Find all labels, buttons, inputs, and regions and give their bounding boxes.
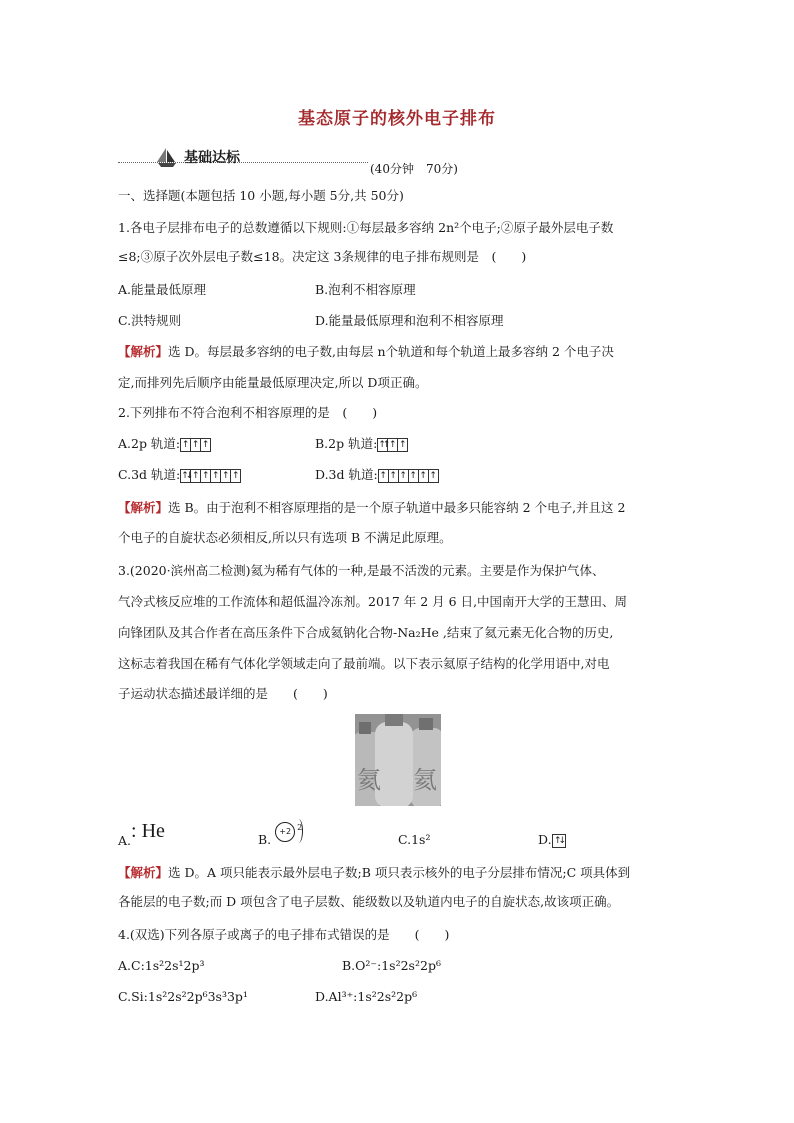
q1-option-a: A.能量最低原理 xyxy=(118,282,207,297)
q3-option-c: C.1s² xyxy=(398,832,431,847)
section-header xyxy=(118,146,678,176)
helium-cylinders-photo xyxy=(355,714,441,806)
page-title: 基态原子的核外电子排布 xyxy=(298,109,496,129)
q4-option-a: A.C:1s²2s¹2p³ xyxy=(118,958,205,973)
q4-option-d: D.Al³⁺:1s²2s²2p⁶ xyxy=(315,989,418,1004)
q3-stem-line4: 这标志着我国在稀有气体化学领域走向了最前端。以下表示氦原子结构的化学用语中,对电 xyxy=(118,656,610,671)
q2-analysis-line2: 个电子的自旋状态必须相反,所以只有选项 B 不满足此原理。 xyxy=(118,530,452,545)
orbital-box-b: ↑↑ ↑ ↑ xyxy=(378,439,407,450)
svg-text:氦: 氦 xyxy=(413,766,437,794)
q3-stem-line1: 3.(2020·滨州高二检测)氦为稀有气体的一种,是最不活泼的元素。主要是作为保护气体、 xyxy=(118,563,605,578)
part-heading: 一、选择题(本题包括 10 小题,每小题 5分,共 50分) xyxy=(118,188,404,203)
q4-option-b: B.O²⁻:1s²2s²2p⁶ xyxy=(342,958,441,973)
q1-analysis-line1: 【解析】选 D。每层最多容纳的电子数,由每层 n个轨道和每个轨道上最多容纳 2 个电子决 xyxy=(118,344,614,359)
q3-analysis-line1: 【解析】选 D。A 项只能表示最外层电子数;B 项只表示核外的电子分层排布情况;C 项具体到 xyxy=(118,865,631,880)
q3-stem-line5: 子运动状态描述最详细的是 ( ) xyxy=(118,686,328,701)
section-label: 基础达标 xyxy=(184,150,240,166)
q3-stem-line2: 气冷式核反应堆的工作流体和超低温冷冻剂。2017 年 2 月 6 日,中国南开大学的王慧田、周 xyxy=(118,594,628,609)
q2-option-c: C.3d 轨道:↑↓ ↑ ↑ ↑ ↑ ↑ xyxy=(118,467,240,482)
q2-option-b: B.2p 轨道:↑↑ ↑ ↑ xyxy=(315,436,407,451)
orbital-box-a: ↑ ↑ ↑ xyxy=(181,439,210,450)
analysis-tag: 【解析】 xyxy=(118,500,169,515)
analysis-tag: 【解析】 xyxy=(118,865,169,880)
q1-option-c: C.洪特规则 xyxy=(118,313,182,328)
q1-analysis-line2: 定,而排列先后顺序由能量最低原理决定,所以 D项正确。 xyxy=(118,375,428,390)
svg-text:氦: 氦 xyxy=(357,766,381,794)
q4-option-c: C.Si:1s²2s²2p⁶3s³3p¹ xyxy=(118,989,248,1004)
q4-stem: 4.(双选)下列各原子或离子的电子排布式错误的是 ( ) xyxy=(118,927,450,942)
q1-option-b: B.泡利不相容原理 xyxy=(315,282,416,297)
orbital-box: ↑↓ xyxy=(552,834,566,848)
q1-option-d: D.能量最低原理和泡利不相容原理 xyxy=(315,313,504,328)
q1-stem-line1: 1.各电子层排布电子的总数遵循以下规则:①每层最多容纳 2n²个电子;②原子最外层电子数 xyxy=(118,220,614,235)
q2-option-a: A.2p 轨道: ↑ ↑ ↑ xyxy=(118,436,210,451)
q2-option-d: D.3d 轨道: ↑ ↑ ↑ ↑ ↑ ↑ xyxy=(315,467,437,482)
analysis-tag: 【解析】 xyxy=(118,344,169,359)
orbital-box-c: ↑↓ ↑ ↑ ↑ ↑ ↑ xyxy=(181,470,240,481)
q2-stem: 2.下列排布不符合泡利不相容原理的是 ( ) xyxy=(118,405,378,420)
q3-analysis-line2: 各能层的电子数;而 D 项包含了电子层数、能级数以及轨道内电子的自旋状态,故该项正确。 xyxy=(118,894,620,909)
atom-structure-diagram: +2 2 xyxy=(275,820,305,844)
q3-option-d: D. ↑↓ xyxy=(538,832,566,848)
q3-option-b: B. +2 2 xyxy=(258,820,305,844)
q3-stem-line3: 向锋团队及其合作者在高压条件下合成氦钠化合物-Na₂He ,结束了氦元素无化合物的历史, xyxy=(118,625,614,640)
section-time: (40分钟 70分) xyxy=(370,162,458,176)
electron-dot-symbol: : He xyxy=(131,820,165,842)
q1-stem-line2: ≤8;③原子次外层电子数≤18。决定这 3条规律的电子排布规则是 ( ) xyxy=(118,249,527,264)
q3-option-a: A.: He xyxy=(118,820,165,848)
q2-analysis-line1: 【解析】选 B。由于泡利不相容原理指的是一个原子轨道中最多只能容纳 2 个电子,并且这 2 xyxy=(118,500,626,515)
sailboat-icon xyxy=(152,146,180,168)
orbital-box-d: ↑ ↑ ↑ ↑ ↑ ↑ xyxy=(379,470,437,481)
